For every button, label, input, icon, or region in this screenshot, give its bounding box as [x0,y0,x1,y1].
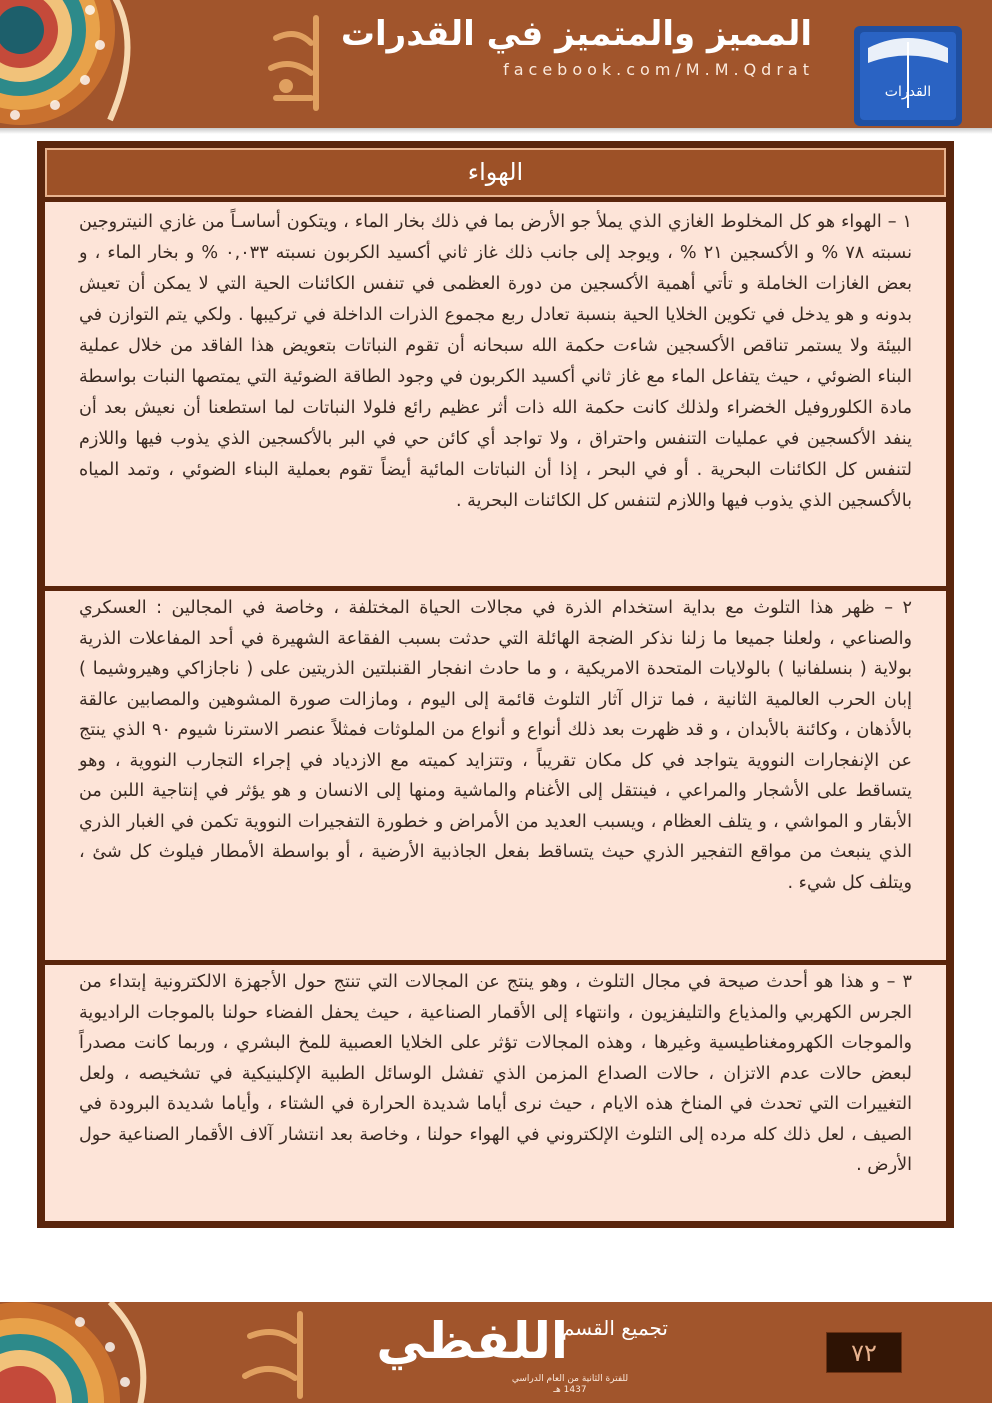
footer-brand [376,1306,680,1401]
header-title: المميز والمتميز في القدرات [340,14,812,54]
svg-text:القدرات: القدرات [884,84,932,100]
logo-icon [848,18,968,128]
content-panel [37,141,954,1228]
section-title: الهواء [45,148,946,197]
ornament-icon [0,0,160,128]
footer-brand-name: اللفظي [376,1312,568,1370]
paragraph-text: ٣ – و هذا هو أحدث صيحة في مجال التلوث ، وهو ينتج عن المجالات التي تنتج حول الأجهزة الالكترونية إبتداء من الجرس الكهربي والمذياع والتليفزيون ، وانتهاء إلى الأقمار الصناعية ، حيث يحفل الفضاء حولنا بالموجات الراديوية والموجات الكهرومغناطيسية وغيرها ، وهذه المجالات تؤثر على الخلايا العصبية للمخ البشري ، وربما كانت مصدراً لبعض حالات عدم الاتزان ، حالات الصداع المزمن الذي تفشل الوسائل الطبية الإكلينيكية في تشخيصه ، ولعل التغييرات التي تحدث في المناخ هذه الايام ، حيث نرى أياما شديدة الحرارة في الشتاء ، وأياما شديدة البرودة في الصيف ، لعل ذلك كله مرده إلى التلوث الإلكتروني في الهواء حولنا ، وخاصة بعد انتشار آلاف الأقمار الصناعية حول الأرض . [79,972,912,1175]
paragraph-nuclear-pollution [45,591,946,960]
paragraph-text: ٢ – ظهر هذا التلوث مع بداية استخدام الذرة في مجالات الحياة المختلفة ، وخاصة في المجالين : العسكري والصناعي ، ولعلنا جميعا ما زلنا نذكر الضجة الهائلة التي حدثت بسبب الفقاعة الشهيرة في أحد المفاعلات الذرية بولاية ( بنسلفانيا ) بالولايات المتحدة الامريكية ، و ما حادث انفجار القنبلتين الذريتين على ( ناجازاكي وهيروشيما ) إبان الحرب العالمية الثانية ، فما تزال آثار التلوث قائمة إلى اليوم ، ومازالت صورة المشوهين والمصابين عالقة بالأذهان ، وكائنة بالأبدان ، و قد ظهرت بعد ذلك أنواع و أنواع من الملوثات فمثلاً عنصر الاسترنا شيوم ٩٠ الذي ينتج عن الإنفجارات النووية يتواجد في كل مكان تقريباً ، وتتزايد كميته مع الازدياد في إجراء التجارب النووية ، وهو يتساقط على الأشجار والمراعي ، فينتقل إلى الأغنام والماشية ومنها إلى الانسان و هو يؤثر في إنتاجية اللبن من الأبقار و المواشي ، و يتلف العظام ، ويسبب العديد من الأمراض و خطورة التفجيرات النووية تكمن في الغبار الذري الذي ينبعث من مواقع التفجير الذري حيث يتساقط بفعل الجاذبية الأرضية ، أو بواسطة الأمطار فيلوث كل شئ ، ويتلف كل شيء . [79,598,913,893]
header-divider [0,128,992,134]
paragraph-text: ١ – الهواء هو كل المخلوط الغازي الذي يملأ جو الأرض بما في ذلك بخار الماء ، ويتكون أساسـاً من غازي النيتروجين نسبته ٧٨ % و الأكسجين ٢١ % ، ويوجد إلى جانب ذلك غاز ثاني أكسيد الكربون نسبته ٠,٠٣٣ % و بخار الماء ، و بعض الغازات الخاملة و تأتي أهمية الأكسجين من دورة العظمى في تنفس الكائنات الحية التي لا يمكن أن تعيش بدونه و هو يدخل في تكوين الخلايا الحية بنسبة تعادل ربع مجموع الذرات الداخلة في تركيبها . ولكي يتم التوازن في البيئة ولا يستمر تناقص الأكسجين شاءت حكمة الله سبحانه أن تقوم النباتات بتعويض هذا الفاقد من خلال عملية البناء الضوئي ، حيث يتفاعل الماء مع غاز ثاني أكسيد الكربون في وجود الطاقة الضوئية التي يمتصها النبات بواسطة مادة الكلوروفيل الخضراء ولذلك كانت حكمة الله ذات أثر عظيم رائع فلولا النباتات لما استطعنا أن نعيش بعد أن ينفد الأكسجين في عمليات التنفس واحتراق ، ولا تواجد أي كائن حي في البر بالأكسجين الذي يذوب فيها واللازم لتنفس كل الكائنات البحرية . أو في البحر ، إذا أن النباتات المائية أيضاً تقوم بعملية البناء الضوئي ، وتمد المياه بالأكسجين الذي يذوب فيها واللازم لتنفس كل الكائنات البحرية . [79,212,912,511]
calligraphy-decoration-icon [230,1306,320,1402]
footer-brand-sub: للفترة الثانية من العام الدراسي 1437 هـ [511,1374,629,1395]
ornament-icon [0,1302,180,1403]
calligraphy-decoration-icon [256,8,336,118]
page-number: ٧٢ [826,1332,902,1373]
header-url: facebook.com/M.M.Qdrat [503,60,814,79]
paragraph-electronic-pollution [45,965,946,1221]
footer-brand-top: تجميع القسم [562,1316,668,1340]
page-header [0,0,992,128]
paragraph-air [45,202,946,586]
